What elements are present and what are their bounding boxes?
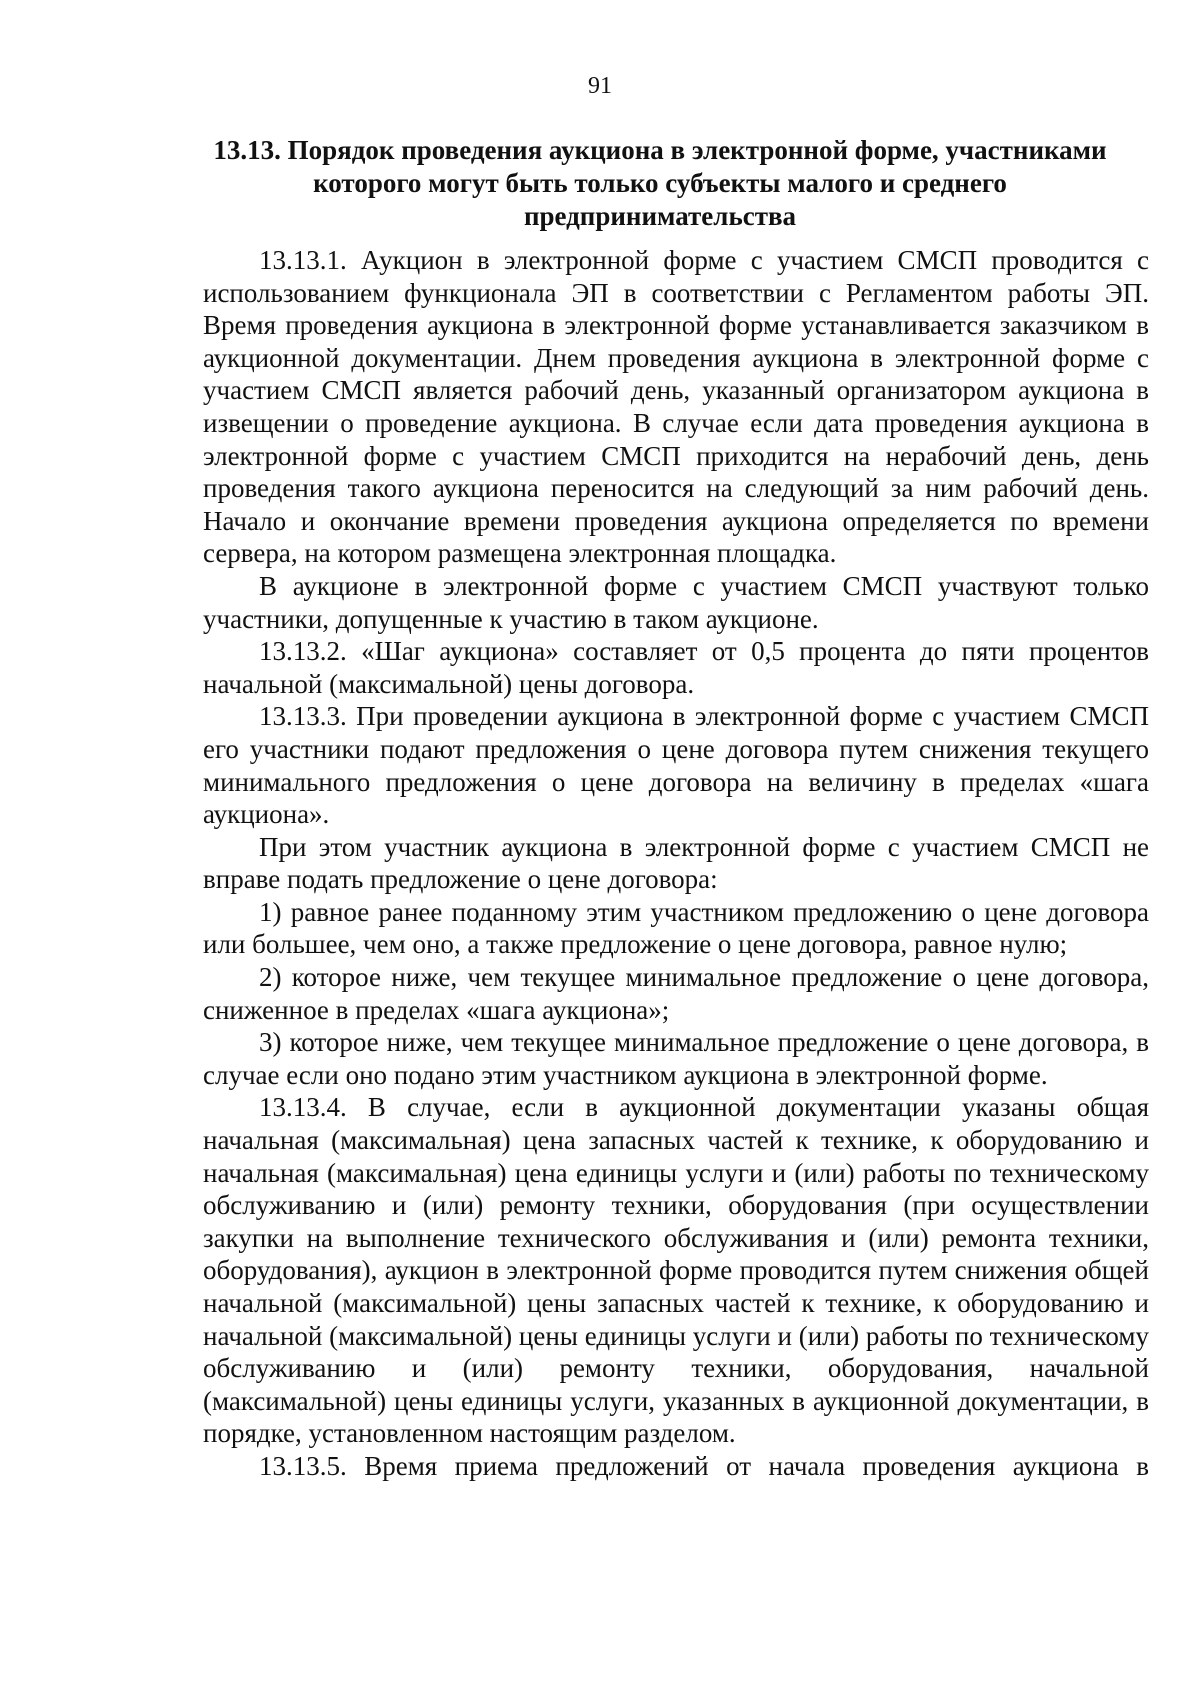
page-number: 91 (588, 73, 612, 99)
list-item-3: 3) которое ниже, чем текущее минимальное предложение о цене договора, в случае если оно подано этим участником аукциона в электронной форме. (203, 1027, 1149, 1090)
section-title (160, 134, 1160, 233)
paragraph-13-13-4: 13.13.4. В случае, если в аукционной документации указаны общая начальная (максимальная) цена запасных частей к технике, к оборудованию и начальная (максимальная) цена единицы услуги и (или) работы по техническому обслуживанию и (или) ремонту техники, оборудования (при осуществлении закупки на выполнение технического обслуживания и (или) ремонта техники, оборудования), аукцион в электронной форме проводится путем снижения общей начальной (максимальной) цены запасных частей к технике, к оборудованию и начальной (максимальной) цены единицы услуги и (или) работы по техническому обслуживанию и (или) ремонту техники, оборудования, начальной (максимальной) цены единицы услуги, указанных в аукционной документации, в порядке, установленном настоящим разделом. (203, 1092, 1149, 1449)
section-title-line: предпринимательства (523, 201, 797, 231)
list-item-2: 2) которое ниже, чем текущее минимальное предложение о цене договора, сниженное в пределах «шага аукциона»; (203, 962, 1149, 1025)
paragraph-restrictions: При этом участник аукциона в электронной форме с участием СМСП не вправе подать предложение о цене договора: (203, 831, 1149, 895)
paragraph-13-13-3: 13.13.3. При проведении аукциона в электронной форме с участием СМСП его участники подают предложения о цене договора путем снижения текущего минимального предложения о цене договора на величину в пределах «шага аукциона». (203, 701, 1149, 830)
paragraph-13-13-5: 13.13.5. Время приема предложений от начала проведения аукциона в (259, 1450, 1149, 1481)
paragraph-participants: В аукционе в электронной форме с участием СМСП участвуют только участники, допущенные к участию в таком аукционе. (203, 570, 1149, 634)
list-item-1: 1) равное ранее поданному этим участником предложению о цене договора или большее, чем оно, а также предложение о цене договора, равное нулю; (203, 896, 1149, 960)
paragraph-13-13-2: 13.13.2. «Шаг аукциона» составляет от 0,5 процента до пяти процентов начальной (максимальной) цены договора. (203, 636, 1149, 699)
body-text (203, 244, 1149, 1483)
section-title-line: которого могут быть только субъекты малого и среднего (313, 168, 1007, 198)
section-title-line: 13.13. Порядок проведения аукциона в электронной форме, участниками (213, 135, 1107, 165)
paragraph-13-13-1: 13.13.1. Аукцион в электронной форме с участием СМСП проводится с использованием функционала ЭП в соответствии с Регламентом работы ЭП. Время проведения аукциона в электронной форме устанавливается заказчиком в аукционной документации. Днем проведения аукциона в электронной форме с участием СМСП является рабочий день, указанный организатором аукциона в извещении о проведение аукциона. В случае если дата проведения аукциона в электронной форме с участием СМСП приходится на нерабочий день, день проведения такого аукциона переносится на следующий за ним рабочий день. Начало и окончание времени проведения аукциона определяется по времени сервера, на котором размещена электронная площадка. (203, 245, 1149, 569)
